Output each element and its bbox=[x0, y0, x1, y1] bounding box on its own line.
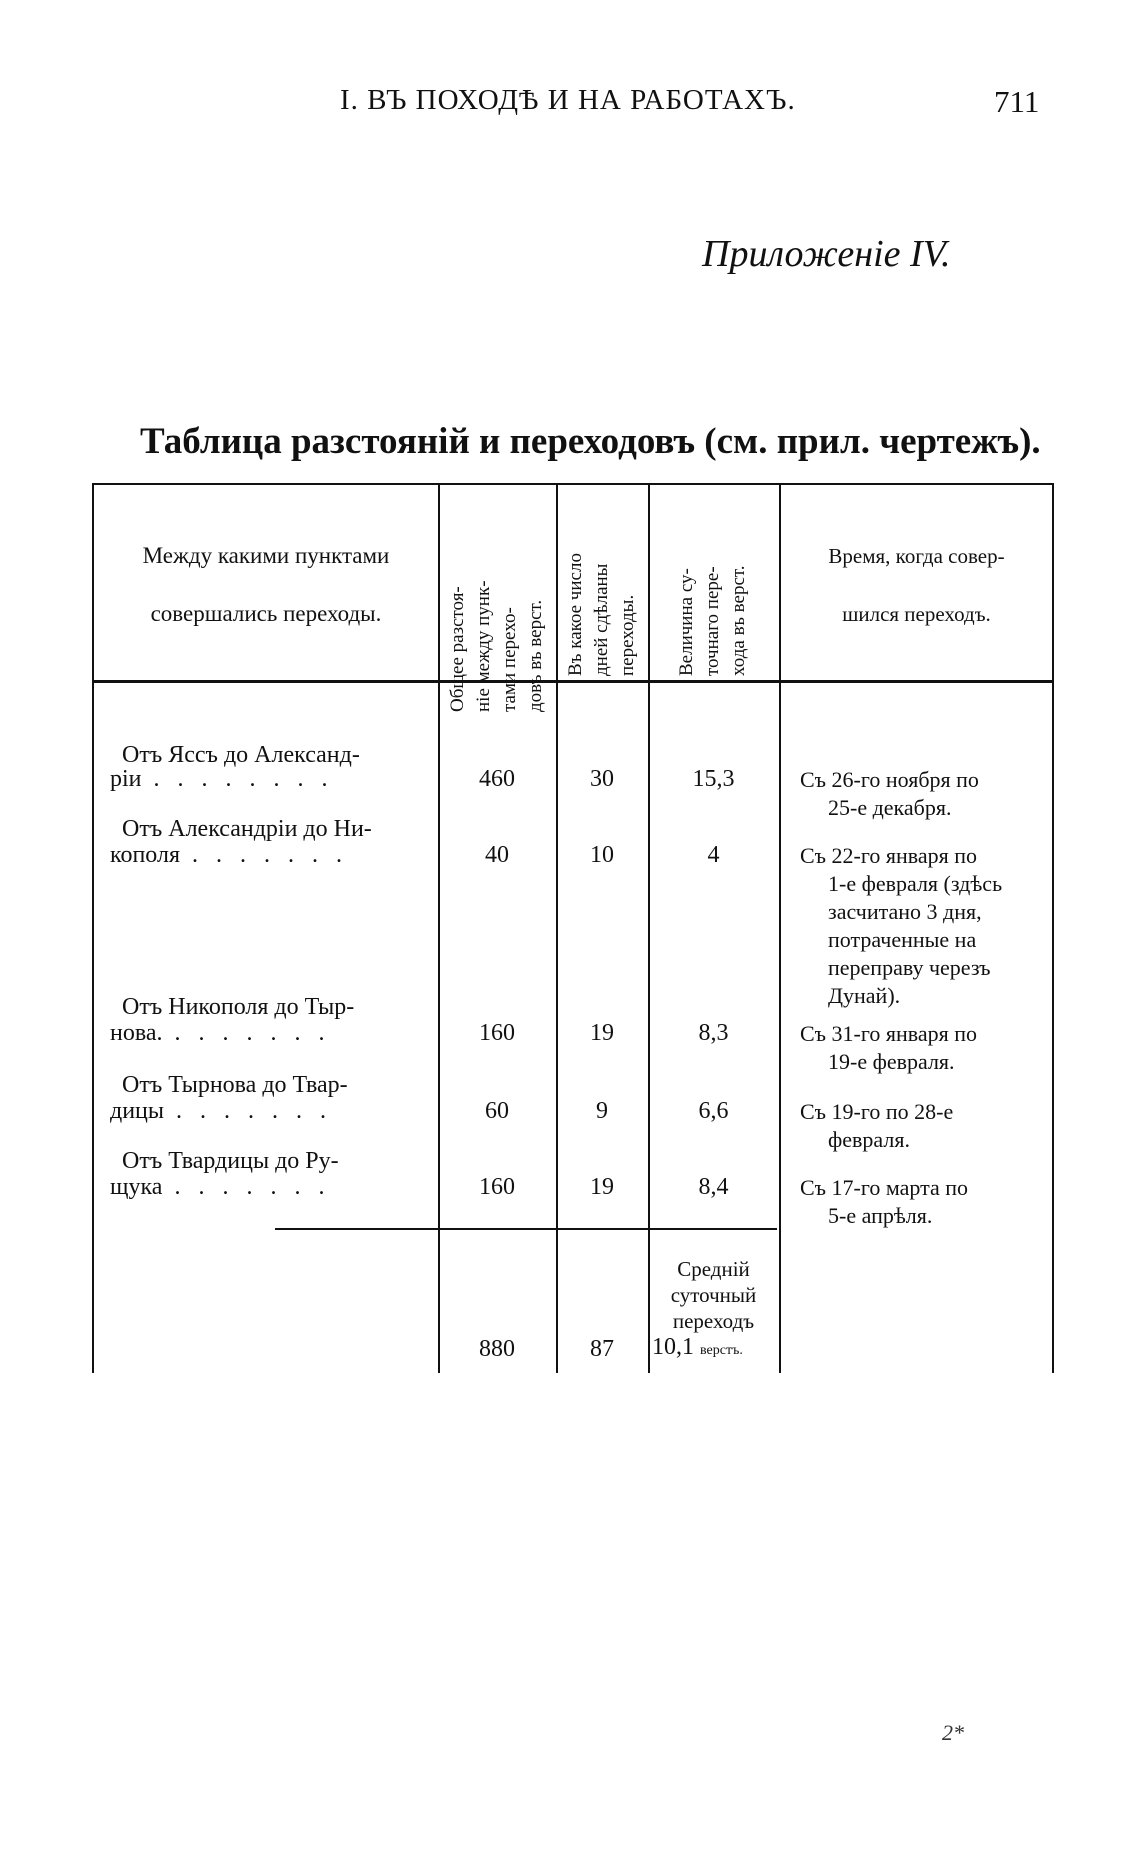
signature-mark: 2* bbox=[942, 1720, 964, 1745]
header-days-line3: переходы. bbox=[617, 594, 638, 676]
col-divider-1 bbox=[438, 483, 440, 1373]
header-days-line2: дней сдѣланы bbox=[591, 563, 612, 676]
totals-rule bbox=[275, 1228, 777, 1230]
daily-cell: 8,4 bbox=[698, 1174, 729, 1200]
table-left-border bbox=[92, 483, 94, 1373]
time-line: Съ 19-го по 28-е bbox=[800, 1099, 954, 1124]
time-line: 25-е декабря. bbox=[828, 795, 952, 820]
daily-cell: 8,3 bbox=[698, 1020, 729, 1046]
col-divider-3 bbox=[648, 483, 650, 1373]
header-daily-line2: точнаго пере- bbox=[702, 566, 723, 676]
header-between-line2: совершались переходы. bbox=[150, 601, 382, 626]
header-time-line2: шился переходъ. bbox=[842, 602, 991, 626]
route-cell-cont: нова. . . . . . . . bbox=[110, 1020, 331, 1046]
col-divider-4 bbox=[779, 483, 781, 1373]
header-total-distance-line3: тами перехо- bbox=[499, 607, 520, 712]
average-line: Среднiй bbox=[677, 1257, 750, 1281]
distance-cell: 40 bbox=[485, 842, 509, 868]
route-cell-word: рiи bbox=[110, 766, 142, 792]
route-cell-word: дицы bbox=[110, 1098, 165, 1124]
distance-cell: 60 bbox=[485, 1098, 509, 1124]
route-cell: Отъ Твардицы до Ру- bbox=[122, 1148, 339, 1174]
header-days bbox=[563, 488, 641, 676]
header-total-distance-line1: Общее разстоя- bbox=[447, 586, 468, 712]
time-line: Съ 17-го марта по bbox=[800, 1175, 969, 1200]
header-daily-line3: хода въ верст. bbox=[728, 565, 749, 676]
table-top-rule bbox=[92, 483, 1054, 485]
average-unit: верстъ. bbox=[700, 1343, 743, 1358]
average-value: 10,1 bbox=[652, 1334, 694, 1360]
route-cell-word: нова. bbox=[110, 1020, 163, 1046]
appendix-label: Приложенiе IV. bbox=[702, 233, 951, 275]
time-cell bbox=[800, 1174, 968, 1230]
header-bottom-rule bbox=[92, 680, 1054, 683]
header-total-distance-line4: довъ въ верст. bbox=[525, 599, 546, 712]
time-line: переправу черезъ bbox=[828, 955, 991, 980]
table-right-border bbox=[1052, 483, 1054, 1373]
route-cell-cont: щука . . . . . . . bbox=[110, 1174, 331, 1200]
route-cell-cont: дицы . . . . . . . bbox=[110, 1098, 333, 1124]
running-header: I. ВЪ ПОХОДѢ И НА РАБОТАХЪ. bbox=[340, 84, 796, 116]
time-line: 1-е февраля (здѣсь bbox=[828, 871, 1003, 896]
header-daily-line1: Величина су- bbox=[676, 568, 697, 676]
time-line: Дунай). bbox=[828, 983, 901, 1008]
time-line: потраченные на bbox=[828, 927, 977, 952]
route-cell: Отъ Александрiи до Ни- bbox=[122, 816, 372, 842]
time-line: 5-е апрѣля. bbox=[828, 1203, 933, 1228]
route-cell-word: щука bbox=[110, 1174, 163, 1200]
route-cell: Отъ Яссъ до Александ- bbox=[122, 742, 360, 768]
page-number: 711 bbox=[994, 84, 1040, 119]
route-cell: Отъ Никополя до Тыр- bbox=[122, 994, 355, 1020]
average-value-line bbox=[650, 1334, 777, 1364]
route-cell-cont: рiи . . . . . . . . bbox=[110, 766, 334, 792]
distance-cell: 160 bbox=[479, 1174, 515, 1200]
average-daily-block bbox=[650, 1256, 777, 1364]
route-cell-cont: кополя . . . . . . . bbox=[110, 842, 348, 868]
total-days: 87 bbox=[590, 1336, 614, 1362]
table-title: Таблица разстоянiй и переходовъ (см. прил. чертежъ). bbox=[140, 421, 1041, 462]
time-line: Съ 26-го ноября по bbox=[800, 767, 979, 792]
header-days-line1: Въ какое число bbox=[565, 553, 586, 676]
time-cell bbox=[800, 766, 979, 822]
distance-cell: 460 bbox=[479, 766, 515, 792]
days-cell: 19 bbox=[590, 1020, 614, 1046]
average-line: переходъ bbox=[672, 1309, 755, 1333]
col-divider-2 bbox=[556, 483, 558, 1373]
header-total-distance bbox=[445, 524, 549, 712]
days-cell: 9 bbox=[596, 1098, 608, 1124]
header-time bbox=[783, 527, 1050, 643]
daily-cell: 4 bbox=[707, 842, 720, 868]
header-total-distance-line2: нiе между пунк- bbox=[473, 580, 494, 712]
days-cell: 30 bbox=[590, 766, 614, 792]
time-cell bbox=[800, 1098, 953, 1154]
days-cell: 10 bbox=[590, 842, 614, 868]
header-daily bbox=[674, 488, 752, 676]
time-line: засчитано 3 дня, bbox=[828, 899, 982, 924]
daily-cell: 6,6 bbox=[698, 1098, 729, 1124]
distance-cell: 160 bbox=[479, 1020, 515, 1046]
time-line: Съ 31-го января по bbox=[800, 1021, 977, 1046]
daily-cell: 15,3 bbox=[692, 766, 735, 792]
time-cell bbox=[800, 842, 1002, 1010]
total-distance: 880 bbox=[479, 1336, 515, 1362]
header-between bbox=[96, 527, 436, 643]
time-cell bbox=[800, 1020, 977, 1076]
time-line: Съ 22-го января по bbox=[800, 843, 977, 868]
header-time-line1: Время, когда совер- bbox=[828, 544, 1005, 568]
time-line: февраля. bbox=[828, 1127, 910, 1152]
days-cell: 19 bbox=[590, 1174, 614, 1200]
time-line: 19-е февраля. bbox=[828, 1049, 955, 1074]
average-line: суточный bbox=[670, 1283, 757, 1307]
route-cell-word: кополя bbox=[110, 842, 180, 868]
route-cell: Отъ Тырнова до Твар- bbox=[122, 1072, 348, 1098]
header-between-line1: Между какими пунктами bbox=[142, 543, 390, 568]
